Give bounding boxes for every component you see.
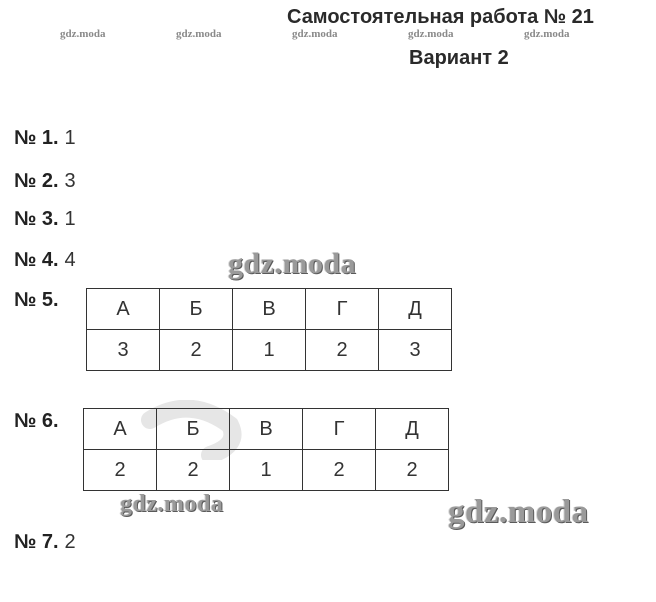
question-label: № 1. [14, 127, 59, 149]
question-4 [14, 249, 76, 272]
table-header-cell: Д [379, 289, 452, 330]
question-6 [14, 410, 59, 433]
table-row [84, 450, 449, 491]
table-cell: 2 [306, 330, 379, 371]
table-cell: 2 [160, 330, 233, 371]
table-header-cell: В [230, 409, 303, 450]
table-header-cell: Д [376, 409, 449, 450]
table-cell: 1 [233, 330, 306, 371]
question-label: № 6. [14, 410, 59, 432]
table-cell: 2 [303, 450, 376, 491]
table-cell: 1 [230, 450, 303, 491]
variant-label: Вариант 2 [409, 47, 509, 69]
table-cell: 2 [157, 450, 230, 491]
question-1 [14, 127, 76, 150]
page-title: Самостоятельная работа № 21 [287, 6, 594, 28]
table-header-cell: Г [306, 289, 379, 330]
table-header-cell: Б [160, 289, 233, 330]
watermark: gdz.moda [448, 494, 589, 530]
table-row [87, 330, 452, 371]
question-answer: 2 [64, 531, 76, 553]
watermark: gdz.moda [60, 28, 106, 40]
watermark: gdz.moda [408, 28, 454, 40]
table-cell: 3 [379, 330, 452, 371]
question-answer: 1 [64, 208, 76, 230]
table-header-cell: Б [157, 409, 230, 450]
watermark: gdz.moda [524, 28, 570, 40]
question-label: № 7. [14, 531, 59, 553]
question-label: № 4. [14, 249, 59, 271]
watermark: gdz.moda [228, 247, 357, 280]
answer-table-6 [83, 408, 449, 491]
question-7 [14, 531, 76, 554]
question-5 [14, 289, 59, 312]
table-header-cell: В [233, 289, 306, 330]
question-answer: 3 [64, 170, 76, 192]
watermark: gdz.moda [292, 28, 338, 40]
question-label: № 5. [14, 289, 59, 311]
question-answer: 4 [64, 249, 76, 271]
table-header-row [87, 289, 452, 330]
watermark: gdz.moda [176, 28, 222, 40]
table-header-cell: А [87, 289, 160, 330]
question-answer: 1 [64, 127, 76, 149]
table-cell: 2 [376, 450, 449, 491]
question-label: № 3. [14, 208, 59, 230]
answer-table-5 [86, 288, 452, 371]
table-header-cell: А [84, 409, 157, 450]
table-cell: 2 [84, 450, 157, 491]
question-2 [14, 170, 76, 193]
table-cell: 3 [87, 330, 160, 371]
question-3 [14, 208, 76, 231]
question-label: № 2. [14, 170, 59, 192]
table-header-cell: Г [303, 409, 376, 450]
watermark: gdz.moda [120, 491, 224, 517]
table-header-row [84, 409, 449, 450]
